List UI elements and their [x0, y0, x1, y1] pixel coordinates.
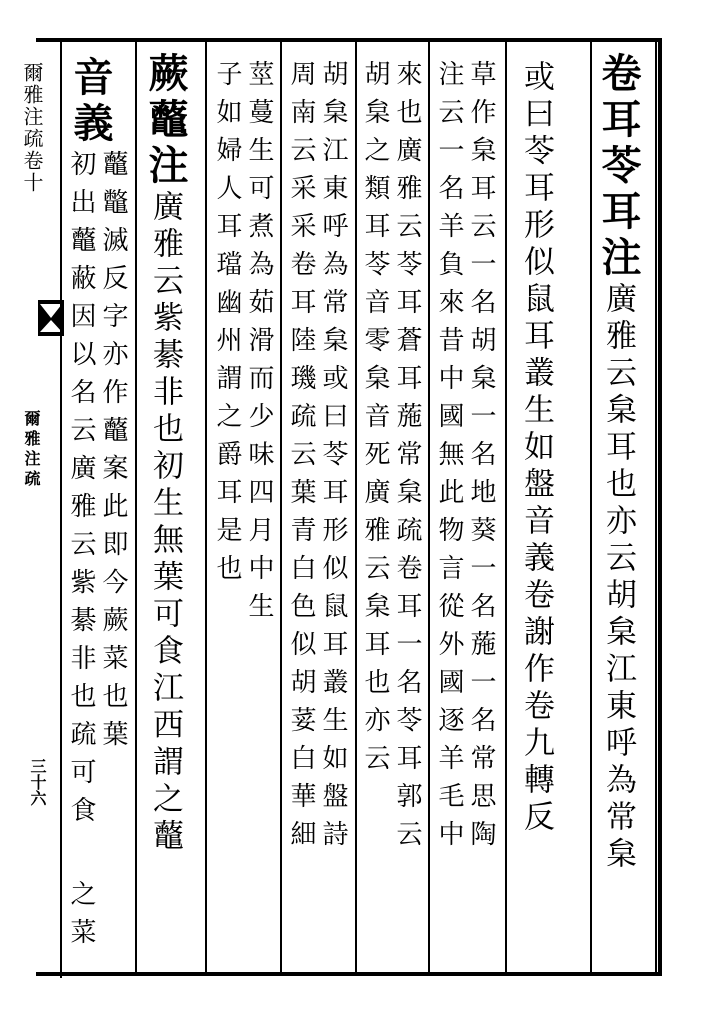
column-rule — [205, 42, 207, 972]
text-column-7: 胡枲江東呼為常枲或曰苓耳形似鼠耳叢生如盤詩 — [318, 60, 348, 858]
text-column-3: 草作枲耳云一名胡枲一名地葵一名葹一名常思陶 — [466, 60, 496, 858]
text-column-2: 或曰苓耳形似鼠耳叢生如盤音義卷謝作卷九轉反 — [518, 60, 554, 837]
margin-top-text: 爾雅注疏卷十 — [20, 62, 44, 194]
column-rule — [355, 42, 357, 972]
text-column-12: 虌鼈滅反字亦作虌案此即今蕨菜也葉 — [98, 150, 128, 758]
column-text: 廣雅云枲耳也亦云胡枲江東呼為常枲 — [600, 282, 636, 874]
column-rule — [505, 42, 507, 972]
column-rule — [590, 42, 592, 972]
text-column-10: 子如婦人耳璫幽州謂之爵耳是也 — [212, 60, 242, 592]
column-rule — [135, 42, 137, 972]
text-column-1 — [595, 52, 642, 874]
text-column-14 — [67, 56, 114, 148]
text-column-14-tail: 之菜 — [66, 880, 96, 956]
text-column-9: 莖蔓生可煮為茹滑而少味四月中生 — [244, 60, 274, 630]
text-column-6: 胡枲之類耳苓音零枲音死廣雅云枲耳也亦云 — [360, 60, 390, 782]
text-column-8: 周南云采采卷耳陸璣疏云葉青白色似胡荽白華細 — [286, 60, 316, 858]
folio-number: 三十六 — [28, 758, 47, 806]
column-rule — [428, 42, 430, 972]
column-rule — [60, 42, 62, 972]
text-column-4: 注云一名羊負來昔中國無此物言從外國逐羊毛中 — [434, 60, 464, 858]
text-column-11 — [142, 52, 189, 856]
column-text: 廣雅云紫綦非也初生無葉可食江西謂之虌 — [147, 190, 183, 856]
margin-title: 爾雅注疏 — [22, 410, 41, 490]
text-frame — [36, 38, 662, 976]
text-column-5: 來也廣雅云苓耳蒼耳葹常枲疏卷耳一名苓耳郭云 — [392, 60, 422, 858]
column-rule — [655, 42, 657, 972]
entry-heading: 音義 — [67, 56, 114, 148]
text-column-13: 初出虌蔽因以名云廣雅云紫綦非也疏可食 — [66, 150, 96, 834]
entry-heading: 蕨虌注 — [142, 52, 189, 190]
entry-heading: 卷耳苓耳注 — [595, 52, 642, 282]
column-rule — [280, 42, 282, 972]
